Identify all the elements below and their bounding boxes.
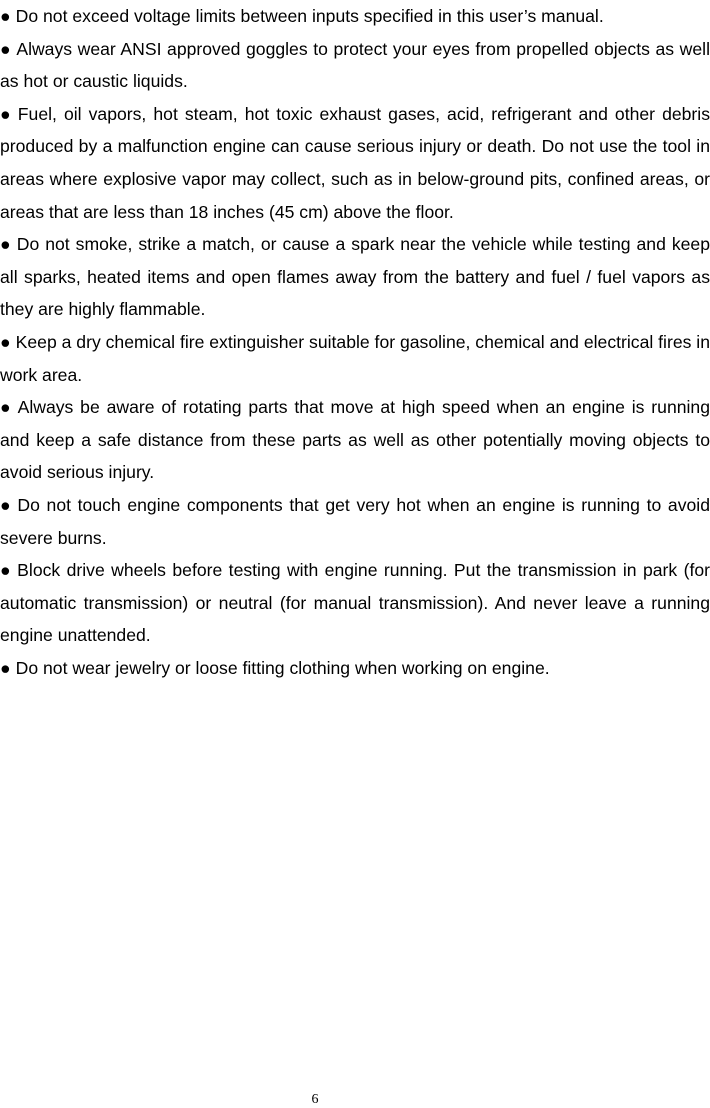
safety-item-hot-components: [0, 489, 710, 554]
safety-item-block-wheels: [0, 554, 710, 652]
safety-item-text: Do not wear jewelry or loose fitting clothing when working on engine.: [15, 657, 550, 678]
bullet-dot-icon: ●: [0, 494, 13, 515]
bullet-dot-icon: ●: [0, 234, 12, 255]
safety-item-text: Do not touch engine components that get very hot when an engine is running to avoid severe burns.: [0, 494, 710, 548]
bullet-dot-icon: ●: [0, 38, 12, 59]
bullet-dot-icon: ●: [0, 6, 11, 26]
safety-item-no-smoking: [0, 228, 710, 326]
safety-item-extinguisher: [0, 326, 710, 391]
bullet-dot-icon: ●: [0, 657, 11, 678]
page-number: 6: [311, 1092, 319, 1107]
safety-item-text: Fuel, oil vapors, hot steam, hot toxic exhaust gases, acid, refrigerant and other debris produced by a malfunction engine can cause serious injury or death. Do not use the tool in areas where explosive vapor may collect, such as in below-ground pits, confined areas, or areas that are less than 18 inches (45 cm) above the floor.: [0, 103, 710, 222]
bullet-dot-icon: ●: [0, 560, 13, 581]
safety-item-rotating-parts: [0, 391, 710, 489]
safety-item-text: Always be aware of rotating parts that move at high speed when an engine is running and keep a safe distance from these parts as well as other potentially moving objects to avoid serious injury.: [0, 397, 710, 483]
safety-item-jewelry: [0, 652, 710, 685]
safety-item-text: Do not exceed voltage limits between inputs specified in this user’s manual.: [15, 6, 604, 26]
safety-item-text: Block drive wheels before testing with engine running. Put the transmission in park (for automatic transmission) or neutral (for manual transmission). And never leave a running engine unattended.: [0, 560, 710, 646]
safety-item-text: Do not smoke, strike a match, or cause a spark near the vehicle while testing and keep all sparks, heated items and open flames away from the battery and fuel / fuel vapors as they are highly flammable.: [0, 234, 710, 320]
safety-item-text: Keep a dry chemical fire extinguisher suitable for gasoline, chemical and electrical fires in work area.: [0, 331, 710, 385]
safety-item-goggles: [0, 33, 710, 98]
safety-item-text: Always wear ANSI approved goggles to protect your eyes from propelled objects as well as hot or caustic liquids.: [0, 38, 710, 92]
safety-item-voltage: [0, 0, 710, 33]
safety-item-vapors: [0, 98, 710, 228]
bullet-dot-icon: ●: [0, 103, 13, 124]
bullet-dot-icon: ●: [0, 397, 13, 418]
bullet-dot-icon: ●: [0, 331, 11, 352]
